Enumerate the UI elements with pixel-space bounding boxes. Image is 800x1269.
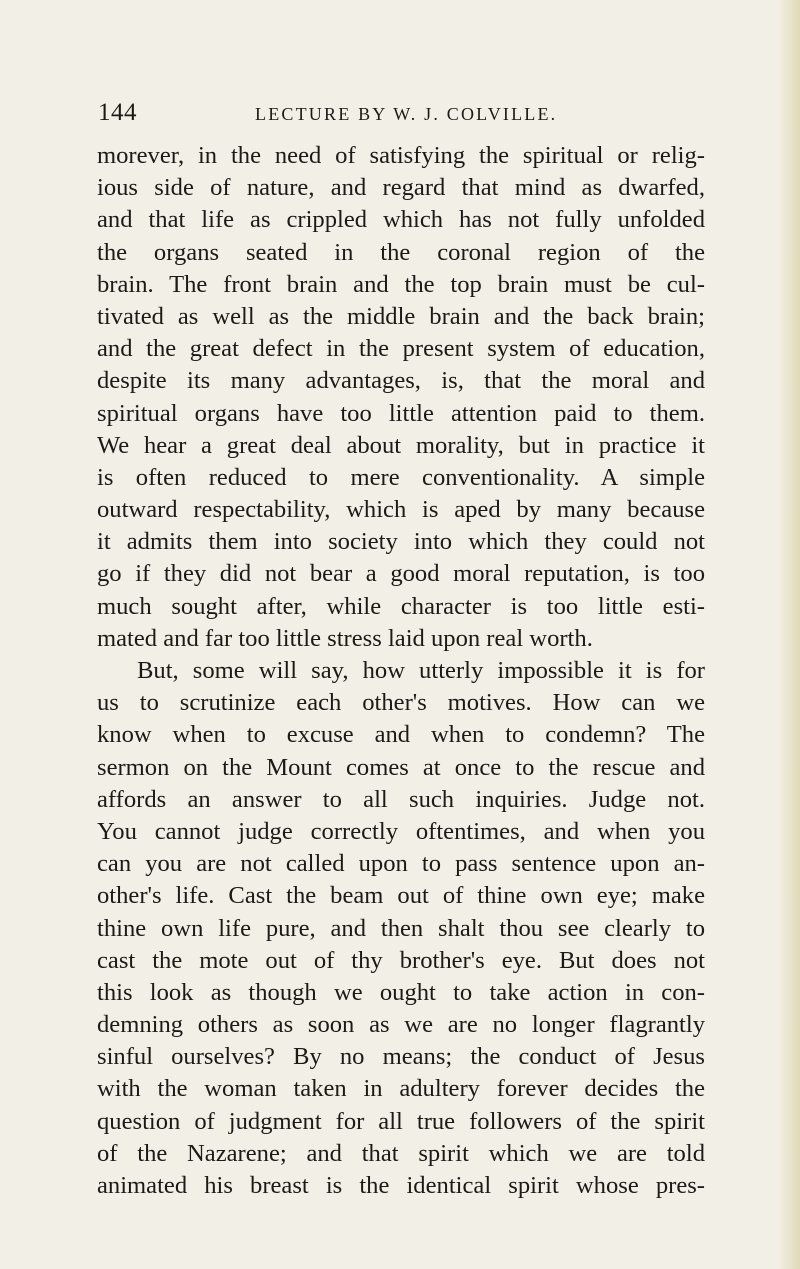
text-line: can you are not called upon to pass sentence upon an- [97,850,705,878]
text-line: and that life as crippled which has not fully unfolded [97,206,705,234]
paragraph-start-line: But, some will say, how utterly impossible it is for [137,657,705,684]
page-number: 144 [98,99,137,126]
text-line: spiritual organs have too little attention paid to them. [97,399,705,427]
text-line: ious side of nature, and regard that mind as dwarfed, [97,174,705,202]
text-line: and the great defect in the present system of education, [97,335,705,363]
text-line: mated and far too little stress laid upon real worth. [97,624,593,652]
text-line: sermon on the Mount comes at once to the rescue and [97,753,705,781]
text-line: cast the mote out of thy brother's eye. But does not [97,946,705,974]
text-line: morever, in the need of satisfying the spiritual or relig- [97,142,705,169]
body-text [97,140,705,1202]
text-line: it admits them into society into which they could not [97,528,705,556]
text-line: the organs seated in the coronal region of the [97,238,705,266]
text-line: much sought after, while character is too little esti- [97,592,705,620]
text-line: sinful ourselves? By no means; the conduct of Jesus [97,1043,705,1071]
text-line: question of judgment for all true followers of the spirit [97,1107,705,1135]
text-line: We hear a great deal about morality, but in practice it [97,431,705,459]
text-line: brain. The front brain and the top brain must be cul- [97,270,705,298]
page-edge-shadow [778,0,800,1269]
text-line: with the woman taken in adultery forever decides the [97,1075,705,1103]
text-line: You cannot judge correctly oftentimes, and when you [97,817,705,845]
text-line: of the Nazarene; and that spirit which we are told [97,1139,705,1167]
text-line: despite its many advantages, is, that the moral and [97,367,705,395]
text-line: tivated as well as the middle brain and the back brain; [97,302,705,330]
text-line: this look as though we ought to take action in con- [97,978,705,1006]
text-line: us to scrutinize each other's motives. How can we [97,689,705,717]
text-line: is often reduced to mere conventionality. A simple [97,463,705,491]
text-line: go if they did not bear a good moral reputation, is too [97,560,705,588]
text-line: other's life. Cast the beam out of thine own eye; make [97,882,705,910]
text-line: outward respectability, which is aped by many because [97,496,705,524]
text-line: affords an answer to all such inquiries. Judge not. [97,785,705,813]
text-line: thine own life pure, and then shalt thou see clearly to [97,914,705,942]
text-line: animated his breast is the identical spirit whose pres- [97,1172,705,1199]
running-head: LECTURE BY W. J. COLVILLE. [255,104,558,124]
page-header [98,98,698,128]
text-line: demning others as soon as we are no longer flagrantly [97,1011,705,1039]
text-line: know when to excuse and when to condemn? The [97,721,705,749]
